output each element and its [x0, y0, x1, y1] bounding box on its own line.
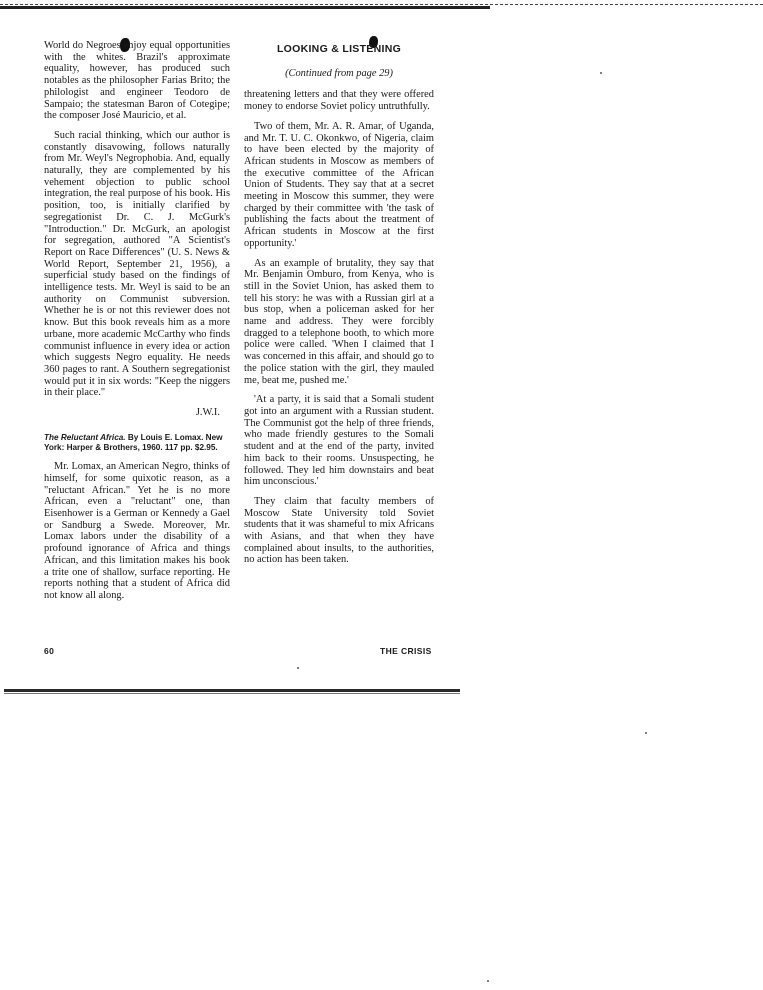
- body-paragraph: 'At a party, it is said that a Somali student got into an argument with a Russian student. The Communist got the help of three friends, who made friendly gestures to the Somali student and at the end of the party, invited him back to their rooms. Unsuspecting, he followed. They led him downstairs and beat him unconscious.': [244, 394, 434, 488]
- body-paragraph: They claim that faculty members of Moscow State University told Soviet students that it was shameful to mix Africans with Asians, and that when they have complained about insults, to the authorities, no action has been taken.: [244, 495, 434, 566]
- body-paragraph: threatening letters and that they were offered money to endorse Soviet policy untruthfully.: [244, 89, 434, 113]
- review-paragraph: Mr. Lomax, an American Negro, thinks of himself, for some quixotic reason, as a "reluctant African." Yet he is no more African, even a "reluctant" one, than Eisenhower is a German or Kennedy a Gael or Sandburg a Swede. Moreover, Mr. Lomax labors under the disability of a profound ignorance of Africa and things African, and this limitation makes his book a trite one of shallow, surface reporting. He reports nothing that a student of Africa did not know all along.: [44, 461, 230, 601]
- book-details: By Louis E. Lomax. New York: Harper & Brothers, 1960. 117 pp. $2.95.: [44, 432, 223, 452]
- reviewer-signature: J.W.I.: [195, 407, 220, 419]
- left-column: [44, 40, 230, 610]
- body-paragraph: World do Negroes enjoy equal opportunities with the whites. Brazil's approximate equality, however, has produced such notables as the philosopher Farias Brito; the philologist and engineer Teodoro de Sampaio; the statesman Baron of Cotegipe; the composer José Mauricio, et al.: [44, 40, 230, 122]
- scan-speck: [645, 732, 647, 734]
- top-dashed-rule: [0, 4, 763, 5]
- continued-note: (Continued from page 29): [285, 67, 393, 79]
- body-paragraph: Two of them, Mr. A. R. Amar, of Uganda, and Mr. T. U. C. Okonkwo, of Nigeria, claim to have been elected by the majority of African students in Moscow as members of the executive committee of the African Union of Students. They say that at a secret meeting in Moscow this summer, they were charged by their committee with 'the task of publishing the facts about the treatment of African students in Moscow at the first opportunity.': [244, 120, 434, 249]
- bottom-scan-line: [4, 693, 460, 694]
- scan-speck: [297, 667, 299, 669]
- scan-speck: [600, 72, 602, 74]
- scan-speck: [487, 980, 489, 982]
- book-title: The Reluctant Africa.: [44, 432, 126, 442]
- body-paragraph: As an example of brutality, they say that Mr. Benjamin Omburo, from Kenya, who is still in the Soviet Union, has asked them to tell his story: he was with a Russian girl at a bus stop, when a policeman asked for her name and address. They were forcibly dragged to a telephone booth, to which more police were called. 'When I claimed that I was concerned in this affair, and should go to the police station with the girl, they mauled me, beat me, pushed me.': [244, 257, 434, 386]
- review-heading: [44, 433, 230, 453]
- page-number: 60: [44, 646, 55, 656]
- right-column: [244, 44, 434, 574]
- top-scan-bar: [0, 6, 490, 9]
- bottom-scan-bar: [4, 689, 460, 692]
- publication-name: THE CRISIS: [380, 646, 432, 656]
- body-paragraph: Such racial thinking, which our author is constantly disavowing, follows naturally from Mr. Weyl's Negrophobia. And, equally naturally, they are complemented by his vehement objection to public school integration, the real purpose of his book. His position, too, is initially clarified by segregationist Dr. C. J. McGurk's "Introduction." Dr. McGurk, an apologist for segregation, authored "A Scientist's Report on Race Differences" (U. S. News & World Report, September 21, 1956), a superficial study based on the findings of intelligence tests. Mr. Weyl is said to be an authority on Communist subversion. Whether he is or not this reviewer does not know. But this book reveals him as a more urbane, more academic McCarthy who finds communist influence in every idea or action which suggests Negro equality. He needs 360 pages to rant. A Southern segregationist would put it in six words: "Keep the niggers in their place.": [44, 129, 230, 399]
- section-title: LOOKING & LISTENING: [276, 43, 402, 55]
